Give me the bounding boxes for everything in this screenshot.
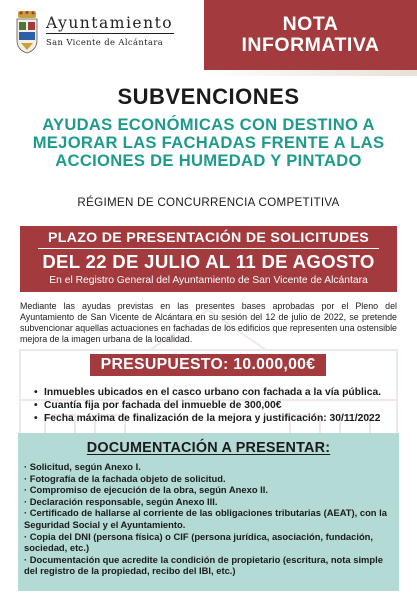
list-item [34, 399, 404, 412]
list-item: · Copia del DNI (persona física) o CIF (persona jurídica, asociación, fundación, sociedad, etc.) [24, 530, 374, 554]
header-divider [0, 70, 417, 76]
crest-icon [15, 10, 39, 54]
intro-paragraph: Mediante las ayudas previstas en las presentes bases aprobadas por el Pleno del Ayuntamiento de San Vicente de Alcántara en su sesión del 12 de julio de 2022, se pretende subvencionar aquellas actuaciones en fachadas de los edificios que representen una ostensible mejora de la imagen urbana de la localidad. [20, 301, 397, 344]
page-subtitle: AYUDAS ECONÓMICAS CON DESTINO A MEJORAR LAS FACHADAS FRENTE A LAS ACCIONES DE HUMEDAD Y PINTADO [32, 115, 385, 170]
bullet-icon: • [34, 400, 38, 411]
condition-text: Cuantía fija por fachada del inmueble de 300,00€ [44, 400, 282, 411]
list-item [34, 386, 404, 399]
deadline-heading: PLAZO DE PRESENTACIÓN DE SOLICITUDES [47, 230, 370, 246]
documentation-box [18, 433, 399, 591]
deadline-box [20, 226, 397, 292]
list-item: · Compromiso de ejecución de la obra, según Anexo II. [24, 484, 268, 496]
deadline-dates: DEL 22 DE JULIO AL 11 DE AGOSTO [42, 251, 375, 272]
brand-subtitle: San Vicente de Alcántara [46, 37, 164, 47]
list-item: · Fotografía de la fachada objeto de solicitud. [24, 472, 226, 484]
deadline-heading-underline [38, 248, 379, 249]
bullet-icon: • [34, 387, 38, 398]
budget-badge: PRESUPUESTO: 10.000,00€ [90, 354, 326, 376]
page-title: SUBVENCIONES [117, 84, 300, 109]
nota-informativa-banner [204, 0, 417, 70]
condition-text: Inmuebles ubicados en el casco urbano con fachada a la vía pública. [44, 387, 382, 398]
brand-divider [46, 33, 174, 34]
nota-line2: INFORMATIVA [241, 34, 380, 56]
list-item [34, 412, 404, 425]
documentation-title: DOCUMENTACIÓN A PRESENTAR: [86, 440, 331, 456]
condition-text: Fecha máxima de finalización de la mejora y justificación: 30/11/2022 [44, 413, 381, 424]
list-item: · Documentación que acredite la condición de propietario (escritura, nota simple del registro de la propiedad, recibo del IBI, etc.) [24, 553, 383, 577]
nota-line1: NOTA [282, 13, 339, 35]
regimen-label: RÉGIMEN DE CONCURRENCIA COMPETITIVA [77, 196, 340, 209]
bullet-icon: • [34, 413, 38, 424]
list-item: · Declaración responsable, según Anexo III. [24, 495, 218, 507]
list-item: · Solicitud, según Anexo I. [24, 461, 141, 472]
conditions-list [34, 386, 404, 425]
brand-name: Ayuntamiento [46, 14, 174, 32]
deadline-location: En el Registro General del Ayuntamiento de San Vicente de Alcántara [49, 275, 368, 286]
list-item: · Certificado de hallarse al corriente de las obligaciones tributarias (AEAT), con la Seguridad Social y el Ayuntamiento. [24, 507, 387, 530]
documentation-list [24, 461, 394, 577]
